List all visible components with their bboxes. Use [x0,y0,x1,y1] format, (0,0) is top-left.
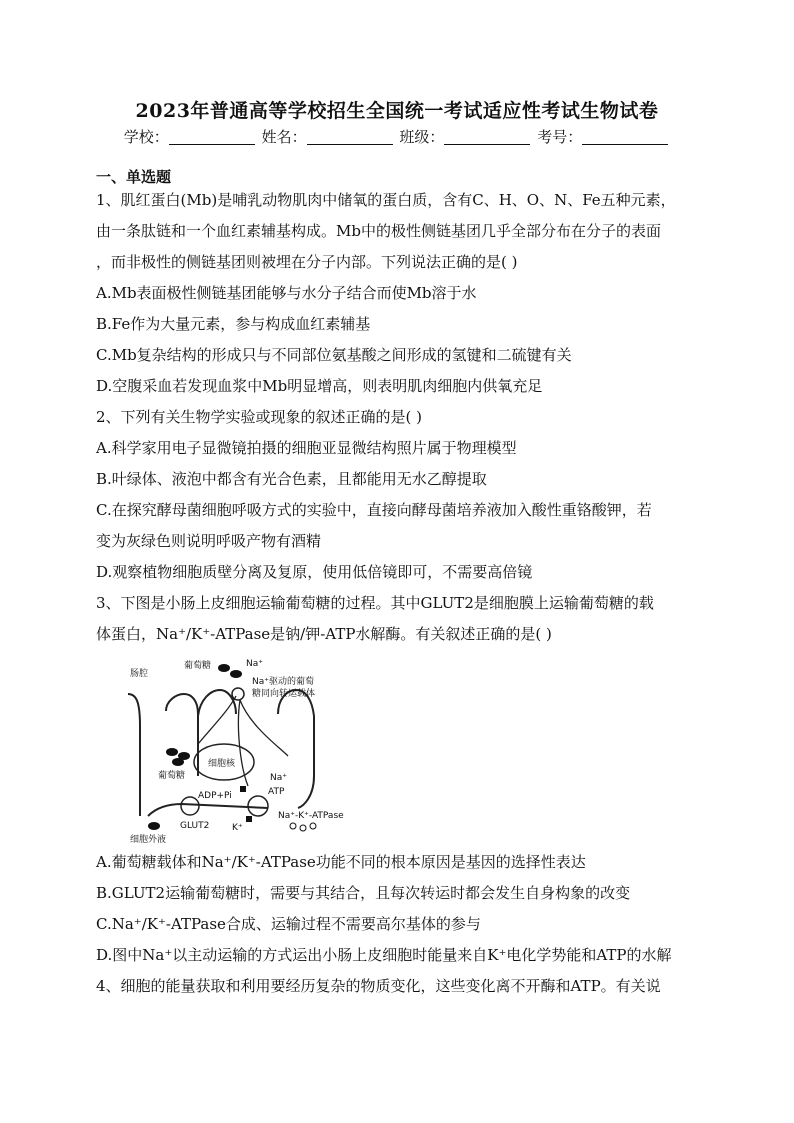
k-square [246,816,252,822]
diagram-svg [128,656,373,846]
name-label: 姓名： [261,128,307,146]
glucose-dot [218,664,230,672]
q3-option-c: C.Na⁺/K⁺-ATPase合成、运输过程不需要高尔基体的参与 [96,915,481,933]
label-adp: ADP+Pi [198,791,232,801]
glucose-dot [230,670,242,678]
q1-option-a: A.Mb表面极性侧链基团能够与水分子结合而使Mb溶于水 [96,284,477,302]
label-lumen: 肠腔 [130,669,149,679]
q2-option-c-line1: C.在探究酵母菌细胞呼吸方式的实验中，直接向酵母菌培养液加入酸性重铬酸钾，若 [96,501,652,519]
q3-option-d: D.图中Na⁺以主动运输的方式运出小肠上皮细胞时能量来自K⁺电化学势能和ATP的水解 [96,946,672,964]
label-na-right: Na⁺ [270,773,287,783]
label-glucose-left: 葡萄糖 [158,771,186,781]
exam-no-label: 考号： [537,128,583,146]
basal-membrane [148,804,268,816]
label-k: K⁺ [232,823,243,833]
glucose-arrow-1 [198,696,236,744]
exam-title: 2023年普通高等学校招生全国统一考试适应性考试生物试卷 [135,100,659,122]
glucose-transport-diagram [128,656,373,846]
label-nucleus: 细胞核 [208,759,236,769]
q3-stem-line1: 3、下图是小肠上皮细胞运输葡萄糖的过程。其中GLUT2是细胞膜上运输葡萄糖的载 [96,594,654,612]
class-blank[interactable] [444,129,530,145]
q2-option-d: D.观察植物细胞质壁分离及复原，使用低倍镜即可，不需要高倍镜 [96,563,533,581]
na-dot [310,823,316,829]
label-na-top: Na⁺ [246,659,263,669]
section-heading: 一、单选题 [96,168,172,186]
q3-stem-line2: 体蛋白，Na⁺/K⁺-ATPase是钠/钾-ATP水解酶。有关叙述正确的是( ) [96,625,552,643]
q2-option-a: A.科学家用电子显微镜拍摄的细胞亚显微结构照片属于物理模型 [96,439,517,457]
q2-option-b: B.叶绿体、液泡中都含有光合色素，且都能用无水乙醇提取 [96,470,487,488]
student-info-row [0,126,794,147]
class-label: 班级： [399,128,445,146]
sglt-carrier [232,688,244,700]
left-membrane [128,694,140,816]
q1-option-b: B.Fe作为大量元素，参与构成血红素辅基 [96,315,371,333]
q1-stem-line2: 由一条肽链和一个血红素辅基构成。Mb中的极性侧链基团几乎全部分布在分子的表面 [96,222,661,240]
right-membrane [298,716,314,808]
q2-option-c-line2: 变为灰绿色则说明呼吸产物有酒精 [96,532,322,550]
label-carrier-1: Na⁺驱动的葡萄 [252,677,314,687]
glut2-shape [181,797,199,815]
q3-option-a: A.葡萄糖载体和Na⁺/K⁺-ATPase功能不同的根本原因是基因的选择性表达 [96,853,586,871]
label-atp: ATP [268,787,285,797]
glucose-dot [172,758,184,766]
q2-stem: 2、下列有关生物学实验或现象的叙述正确的是( ) [96,408,423,426]
label-ecf: 细胞外液 [130,835,167,845]
name-blank[interactable] [307,129,393,145]
q1-option-c: C.Mb复杂结构的形成只与不同部位氨基酸之间形成的氢键和二硫键有关 [96,346,572,364]
na-dot [300,825,306,831]
glucose-dot [166,748,178,756]
atpase-shape [248,796,268,816]
q1-option-d: D.空腹采血若发现血浆中Mb明显增高，则表明肌肉细胞内供氧充足 [96,377,543,395]
q4-stem: 4、细胞的能量获取和利用要经历复杂的物质变化，这些变化离不开酶和ATP。有关说 [96,977,661,995]
q1-stem-line3: ，而非极性的侧链基团则被埋在分子内部。下列说法正确的是( ) [96,253,518,271]
glucose-dot [148,822,160,830]
q1-stem-line1: 1、肌红蛋白(Mb)是哺乳动物肌肉中储氧的蛋白质，含有C、H、O、N、Fe五种元素， [96,191,676,209]
school-label: 学校： [123,128,169,146]
label-glut2: GLUT2 [180,821,210,831]
school-blank[interactable] [169,129,255,145]
k-square [240,786,246,792]
microvillus-2 [198,690,236,716]
label-glucose-top: 葡萄糖 [184,661,212,671]
q3-option-b: B.GLUT2运输葡萄糖时，需要与其结合，且每次转运时都会发生自身构象的改变 [96,884,631,902]
label-carrier-2: 糖同向转运载体 [252,689,316,699]
na-dot [290,823,296,829]
na-arrow-1 [240,700,288,756]
label-atpase: Na⁺-K⁺-ATPase [278,811,344,821]
exam-no-blank[interactable] [582,129,668,145]
